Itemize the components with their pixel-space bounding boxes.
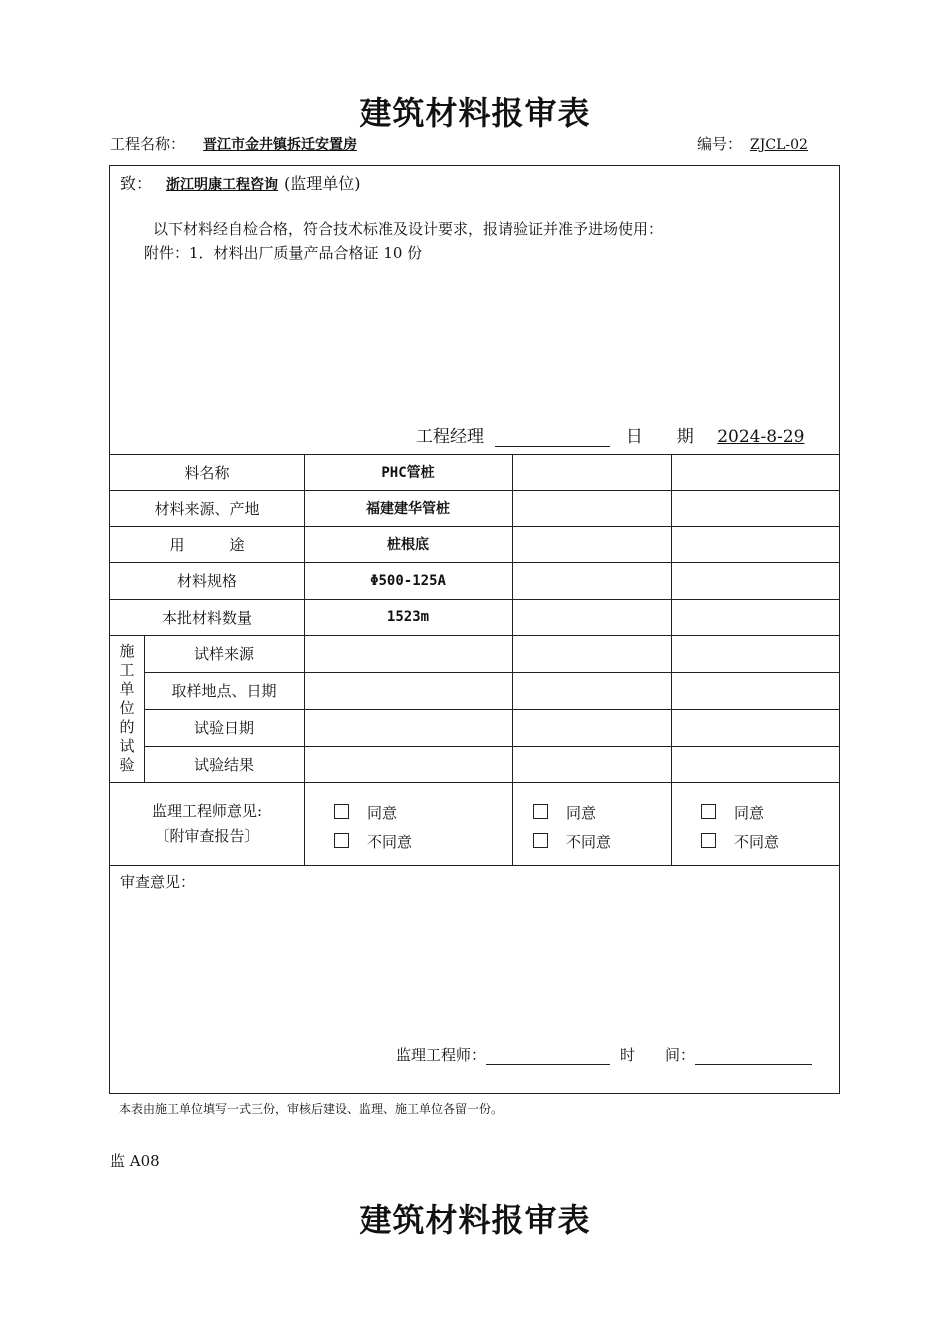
project-name: 晋江市金井镇拆迁安置房 <box>203 137 358 153</box>
review-signature-row <box>396 1044 812 1065</box>
row-label-sample-source: 试样来源 <box>193 645 254 663</box>
row-label-test-result: 试验结果 <box>193 755 254 774</box>
manager-signature-row <box>416 422 812 447</box>
project-name-row <box>110 133 373 154</box>
agree-checkbox[interactable] <box>701 804 716 819</box>
row-label-test-date: 试验日期 <box>193 719 254 737</box>
form-number: ZJCL-02 <box>750 137 808 153</box>
project-label: 工程名称： <box>110 135 186 153</box>
row-label-usage: 用 途 <box>169 535 245 554</box>
engineer-opinion-label <box>110 782 304 865</box>
form-code: 监 A08 <box>110 1152 160 1170</box>
disagree-label: 不同意 <box>566 833 612 851</box>
supervisor-org: 浙江明康工程咨询 <box>166 177 279 193</box>
date-value: 2024-8-29 <box>717 427 805 447</box>
row-label-material-origin: 材料来源、产地 <box>154 499 260 518</box>
to-row <box>120 171 361 194</box>
material-name-value: PHC管桩 <box>381 465 435 481</box>
material-origin-value: 福建建华管桩 <box>366 501 450 517</box>
disagree-label: 不同意 <box>734 833 780 851</box>
row-label-quantity: 本批材料数量 <box>161 608 252 627</box>
spec-value: Φ500-125A <box>370 572 446 589</box>
usage-value: 桩根底 <box>387 537 429 553</box>
disagree-checkbox[interactable] <box>701 833 716 848</box>
next-form-title: 建筑材料报审表 <box>359 1201 591 1239</box>
row-label-spec: 材料规格 <box>176 572 237 590</box>
row-label-material-name: 料名称 <box>184 463 230 482</box>
review-label: 审查意见： <box>120 873 196 891</box>
agree-checkbox[interactable] <box>334 804 349 819</box>
manager-signature-line[interactable] <box>495 430 610 447</box>
date-label: 日 期 <box>625 427 694 447</box>
vertical-char: 施 <box>119 642 135 660</box>
divider <box>110 865 839 866</box>
form-number-row <box>697 133 812 154</box>
vertical-char: 验 <box>119 756 135 774</box>
manager-label: 工程经理 <box>416 427 484 447</box>
opinion-label-line1: 监理工程师意见: <box>151 801 263 820</box>
vertical-char: 工 <box>119 661 135 679</box>
vertical-char: 位 <box>119 699 135 717</box>
statement: 以下材料经自检合格，符合技术标准及设计要求，报请验证并准予进场使用： <box>153 220 664 238</box>
review-engineer-label: 监理工程师： <box>396 1046 487 1064</box>
form-table <box>109 165 840 1094</box>
agree-label: 同意 <box>566 804 597 822</box>
vertical-char: 单 <box>119 680 135 698</box>
row-label-sampling-place-date: 取样地点、日期 <box>171 682 277 700</box>
test-section-vertical-label <box>110 635 144 782</box>
agree-label: 同意 <box>734 804 765 822</box>
divider <box>671 454 672 865</box>
quantity-value: 1523m <box>386 609 430 625</box>
attachment: 附件：1．材料出厂质量产品合格证 10 份 <box>144 244 423 262</box>
to-label: 致： <box>120 174 153 193</box>
divider <box>512 454 513 865</box>
agree-label: 同意 <box>367 804 398 822</box>
review-time-label: 时 间： <box>620 1046 696 1064</box>
disagree-checkbox[interactable] <box>533 833 548 848</box>
disagree-label: 不同意 <box>367 833 413 851</box>
agree-checkbox[interactable] <box>533 804 548 819</box>
review-engineer-signature-line[interactable] <box>486 1049 610 1065</box>
supervisor-suffix: (监理单位) <box>284 174 361 193</box>
vertical-char: 的 <box>119 718 135 736</box>
review-time-line[interactable] <box>695 1049 812 1065</box>
disagree-checkbox[interactable] <box>334 833 349 848</box>
number-label: 编号： <box>697 135 743 153</box>
footnote: 本表由施工单位填写一式三份，审核后建设、监理、施工单位各留一份。 <box>119 1102 504 1116</box>
vertical-char: 试 <box>119 737 135 755</box>
form-title: 建筑材料报审表 <box>359 94 591 132</box>
opinion-label-line2: 〔附审查报告〕 <box>154 826 260 845</box>
